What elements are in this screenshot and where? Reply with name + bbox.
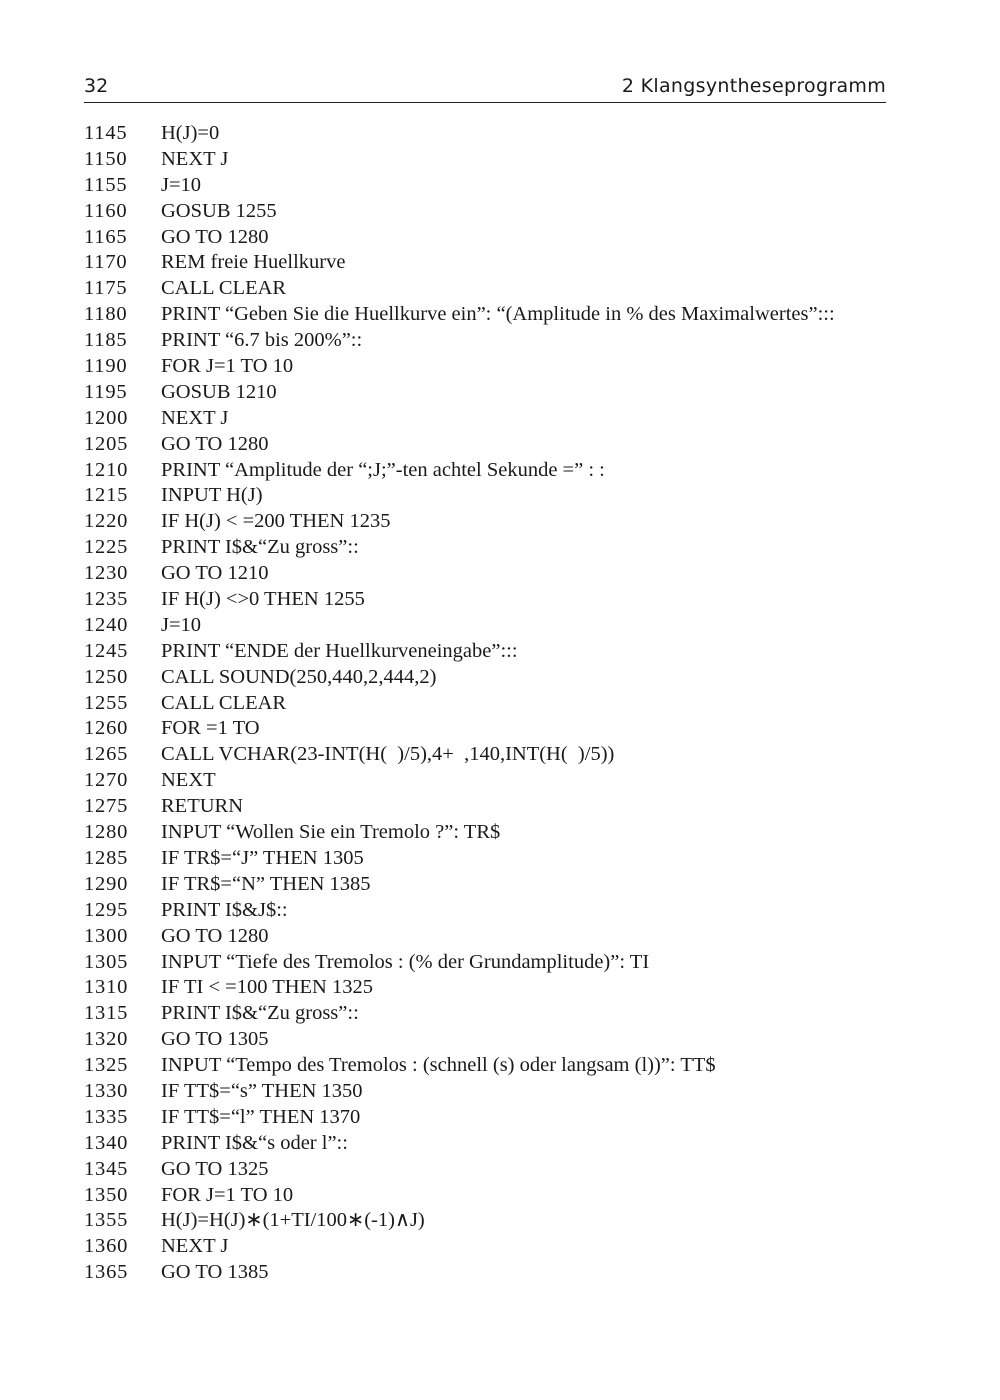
code-line	[84, 975, 904, 1001]
code-line	[84, 561, 904, 587]
basic-statement: CALL CLEAR	[161, 691, 287, 714]
line-number: 1250	[84, 665, 129, 688]
basic-statement: NEXT J	[161, 147, 229, 170]
basic-statement: IF TT$=“l” THEN 1370	[161, 1105, 361, 1128]
line-number: 1165	[84, 225, 128, 248]
code-line	[84, 820, 904, 846]
code-line	[84, 1234, 904, 1260]
line-number: 1360	[84, 1235, 129, 1258]
basic-statement: PRINT I$&“s oder l”::	[161, 1131, 348, 1154]
code-line	[84, 1157, 904, 1183]
code-line	[84, 406, 904, 432]
line-number: 1310	[84, 976, 129, 999]
basic-statement: INPUT “Wollen Sie ein Tremolo ?”: TR$	[161, 821, 501, 844]
line-number: 1355	[84, 1209, 129, 1232]
basic-statement: FOR J=1 TO 10	[161, 1183, 294, 1206]
basic-statement: GO TO 1280	[161, 225, 269, 248]
code-line	[84, 1131, 904, 1157]
code-line	[84, 665, 904, 691]
code-line	[84, 250, 904, 276]
basic-statement: GO TO 1385	[161, 1261, 269, 1284]
code-line	[84, 1260, 904, 1286]
code-line	[84, 302, 904, 328]
line-number: 1335	[84, 1105, 129, 1128]
code-line	[84, 716, 904, 742]
code-line	[84, 147, 904, 173]
line-number: 1225	[84, 536, 129, 559]
line-number: 1350	[84, 1183, 129, 1206]
code-line	[84, 768, 904, 794]
basic-statement: PRINT I$&“Zu gross”::	[161, 536, 359, 559]
line-number: 1295	[84, 898, 129, 921]
basic-statement: H(J)=H(J)∗(1+TI/100∗(-1)∧J)	[161, 1209, 425, 1232]
code-line	[84, 924, 904, 950]
basic-statement: IF H(J) <>0 THEN 1255	[161, 588, 365, 611]
basic-statement: J=10	[161, 613, 202, 636]
code-line	[84, 380, 904, 406]
line-number: 1270	[84, 769, 129, 792]
basic-statement: INPUT “Tempo des Tremolos : (schnell (s) oder langsam (l))”: TT$	[161, 1054, 716, 1077]
basic-statement: PRINT I$&“Zu gross”::	[161, 1002, 359, 1025]
code-line	[84, 639, 904, 665]
code-line	[84, 173, 904, 199]
line-number: 1150	[84, 147, 128, 170]
basic-statement: GO TO 1325	[161, 1157, 269, 1180]
line-number: 1205	[84, 432, 129, 455]
basic-statement: NEXT J	[161, 406, 229, 429]
line-number: 1300	[84, 924, 129, 947]
line-number: 1320	[84, 1028, 129, 1051]
code-line	[84, 1208, 904, 1234]
code-line	[84, 1053, 904, 1079]
line-number: 1290	[84, 872, 129, 895]
basic-statement: PRINT “6.7 bis 200%”::	[161, 329, 363, 352]
code-line	[84, 276, 904, 302]
line-number: 1280	[84, 821, 129, 844]
code-line	[84, 794, 904, 820]
line-number: 1155	[84, 173, 128, 196]
basic-statement: IF H(J) < =200 THEN 1235	[161, 510, 391, 533]
basic-statement: CALL SOUND(250,440,2,444,2)	[161, 665, 437, 688]
line-number: 1160	[84, 199, 128, 222]
code-line	[84, 121, 904, 147]
basic-statement: NEXT	[161, 769, 216, 792]
line-number: 1275	[84, 795, 129, 818]
line-number: 1325	[84, 1054, 129, 1077]
code-line	[84, 1079, 904, 1105]
basic-statement: IF TT$=“s” THEN 1350	[161, 1079, 363, 1102]
code-line	[84, 199, 904, 225]
code-line	[84, 613, 904, 639]
line-number: 1315	[84, 1002, 129, 1025]
basic-statement: FOR J=1 TO 10	[161, 355, 294, 378]
code-line	[84, 898, 904, 924]
code-line	[84, 587, 904, 613]
line-number: 1180	[84, 303, 128, 326]
basic-statement: CALL CLEAR	[161, 277, 287, 300]
line-number: 1185	[84, 329, 128, 352]
line-number: 1255	[84, 691, 129, 714]
line-number: 1305	[84, 950, 129, 973]
code-line	[84, 1183, 904, 1209]
basic-statement: H(J)=0	[161, 122, 220, 144]
code-line	[84, 432, 904, 458]
basic-statement: GO TO 1280	[161, 924, 269, 947]
line-number: 1210	[84, 458, 129, 481]
line-number: 1190	[84, 355, 128, 378]
code-line	[84, 1027, 904, 1053]
code-line	[84, 872, 904, 898]
basic-program-listing	[84, 121, 904, 1286]
line-number: 1245	[84, 639, 129, 662]
line-number: 1220	[84, 510, 129, 533]
code-line	[84, 1105, 904, 1131]
line-number: 1330	[84, 1079, 129, 1102]
basic-statement: GOSUB 1210	[161, 380, 277, 403]
basic-statement: INPUT H(J)	[161, 484, 263, 507]
page-header	[84, 70, 886, 103]
line-number: 1175	[84, 277, 128, 300]
basic-statement: REM freie Huellkurve	[161, 251, 346, 274]
code-line	[84, 328, 904, 354]
line-number: 1170	[84, 251, 128, 274]
code-line	[84, 509, 904, 535]
line-number: 1230	[84, 562, 129, 585]
line-number: 1340	[84, 1131, 129, 1154]
basic-statement: PRINT “Amplitude der “;J;”-ten achtel Sekunde =” : :	[161, 458, 605, 481]
line-number: 1215	[84, 484, 129, 507]
code-line	[84, 691, 904, 717]
code-line	[84, 458, 904, 484]
basic-statement: IF TI < =100 THEN 1325	[161, 976, 373, 999]
code-line	[84, 354, 904, 380]
page-number: 32	[84, 75, 109, 97]
code-line	[84, 483, 904, 509]
line-number: 1345	[84, 1157, 129, 1180]
code-line	[84, 535, 904, 561]
basic-statement: RETURN	[161, 795, 243, 818]
line-number: 1365	[84, 1261, 129, 1284]
basic-statement: GO TO 1305	[161, 1028, 269, 1051]
code-line	[84, 1001, 904, 1027]
line-number: 1200	[84, 406, 129, 429]
code-line	[84, 950, 904, 976]
basic-statement: PRINT “ENDE der Huellkurveneingabe”:::	[161, 639, 518, 662]
line-number: 1260	[84, 717, 129, 740]
basic-statement: PRINT I$&J$::	[161, 898, 288, 921]
basic-statement: GOSUB 1255	[161, 199, 277, 222]
line-number: 1235	[84, 588, 129, 611]
basic-statement: NEXT J	[161, 1235, 229, 1258]
line-number: 1285	[84, 846, 129, 869]
line-number: 1145	[84, 122, 128, 144]
code-line	[84, 846, 904, 872]
basic-statement: IF TR$=“J” THEN 1305	[161, 846, 364, 869]
basic-statement: GO TO 1210	[161, 562, 269, 585]
basic-statement: CALL VCHAR(23-INT(H( )/5),4+ ,140,INT(H( )/5))	[161, 743, 615, 766]
code-line	[84, 225, 904, 251]
basic-statement: PRINT “Geben Sie die Huellkurve ein”: “(Amplitude in % des Maximalwertes”:::	[161, 303, 835, 326]
basic-statement: FOR =1 TO	[161, 717, 260, 740]
chapter-title: 2 Klangsyntheseprogramm	[621, 75, 886, 97]
line-number: 1265	[84, 743, 129, 766]
basic-statement: INPUT “Tiefe des Tremolos : (% der Grundamplitude)”: TI	[161, 950, 650, 973]
basic-statement: IF TR$=“N” THEN 1385	[161, 872, 371, 895]
line-number: 1240	[84, 613, 129, 636]
basic-statement: GO TO 1280	[161, 432, 269, 455]
line-number: 1195	[84, 380, 128, 403]
basic-statement: J=10	[161, 173, 202, 196]
code-line	[84, 742, 904, 768]
